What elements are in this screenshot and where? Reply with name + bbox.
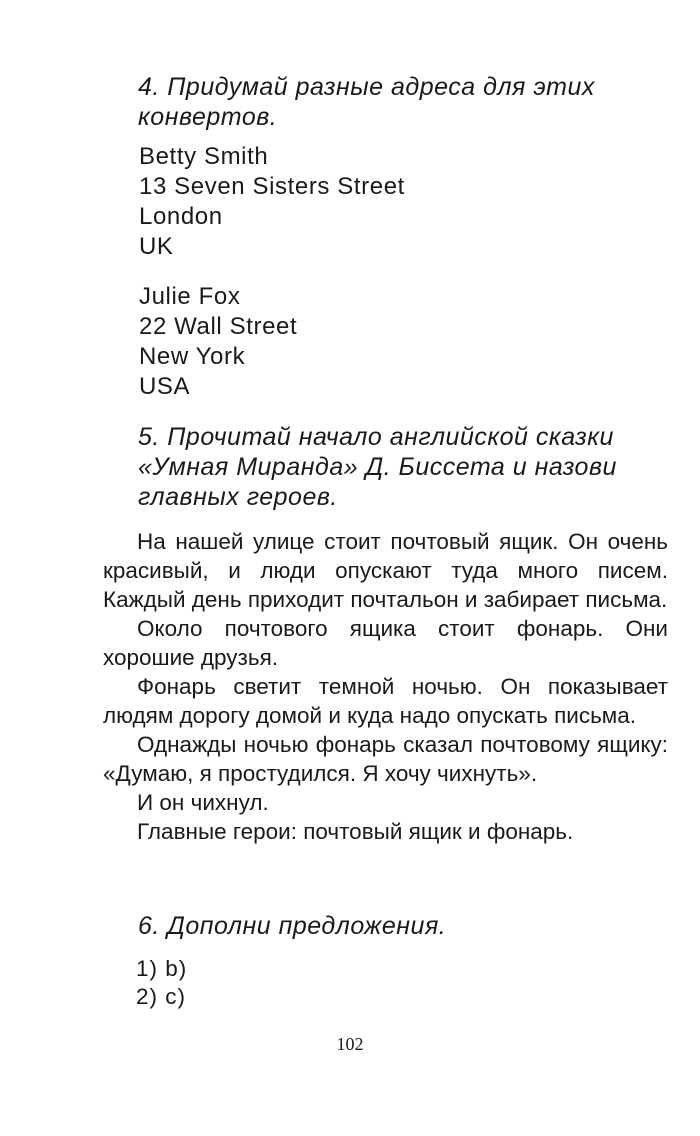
task-5-heading: 5. Прочитай начало английской сказки «Умная Миранда» Д. Биссета и назови главных героев. <box>138 423 617 511</box>
address-betty-smith <box>139 142 405 262</box>
address-line: 22 Wall Street <box>139 313 298 340</box>
story-paragraph: И он чихнул. <box>137 790 269 815</box>
address-line: London <box>139 203 223 230</box>
answer-item: 2) c) <box>136 984 186 1009</box>
address-line: USA <box>139 373 191 400</box>
address-julie-fox <box>139 282 297 402</box>
story-paragraph: Около почтового ящика стоит фонарь. Они хорошие друзья. <box>103 616 668 670</box>
address-line: Betty Smith <box>139 143 269 170</box>
address-line: 13 Seven Sisters Street <box>139 173 405 200</box>
task-6-heading: 6. Дополни предложения. <box>138 912 447 940</box>
story-text <box>103 527 668 846</box>
answer-item: 1) b) <box>136 956 188 981</box>
story-paragraph: На нашей улице стоит почтовый ящик. Он очень красивый, и люди опускают туда много писем. Каждый день приходит почтальон и забирает письма. <box>103 529 668 612</box>
page-number: 102 <box>336 1034 364 1054</box>
address-line: Julie Fox <box>139 283 241 310</box>
address-line: New York <box>139 343 246 370</box>
story-paragraph: Фонарь светит темной ночью. Он показывает людям дорогу домой и куда надо опускать письма. <box>103 674 668 728</box>
address-line: UK <box>139 233 174 260</box>
task-6-answers <box>136 955 187 1011</box>
story-answer: Главные герои: почтовый ящик и фонарь. <box>137 819 574 844</box>
task-4-heading: 4. Придумай разные адреса для этих конвертов. <box>138 73 595 131</box>
story-paragraph: Однажды ночью фонарь сказал почтовому ящику: «Думаю, я простудился. Я хочу чихнуть». <box>103 732 668 786</box>
